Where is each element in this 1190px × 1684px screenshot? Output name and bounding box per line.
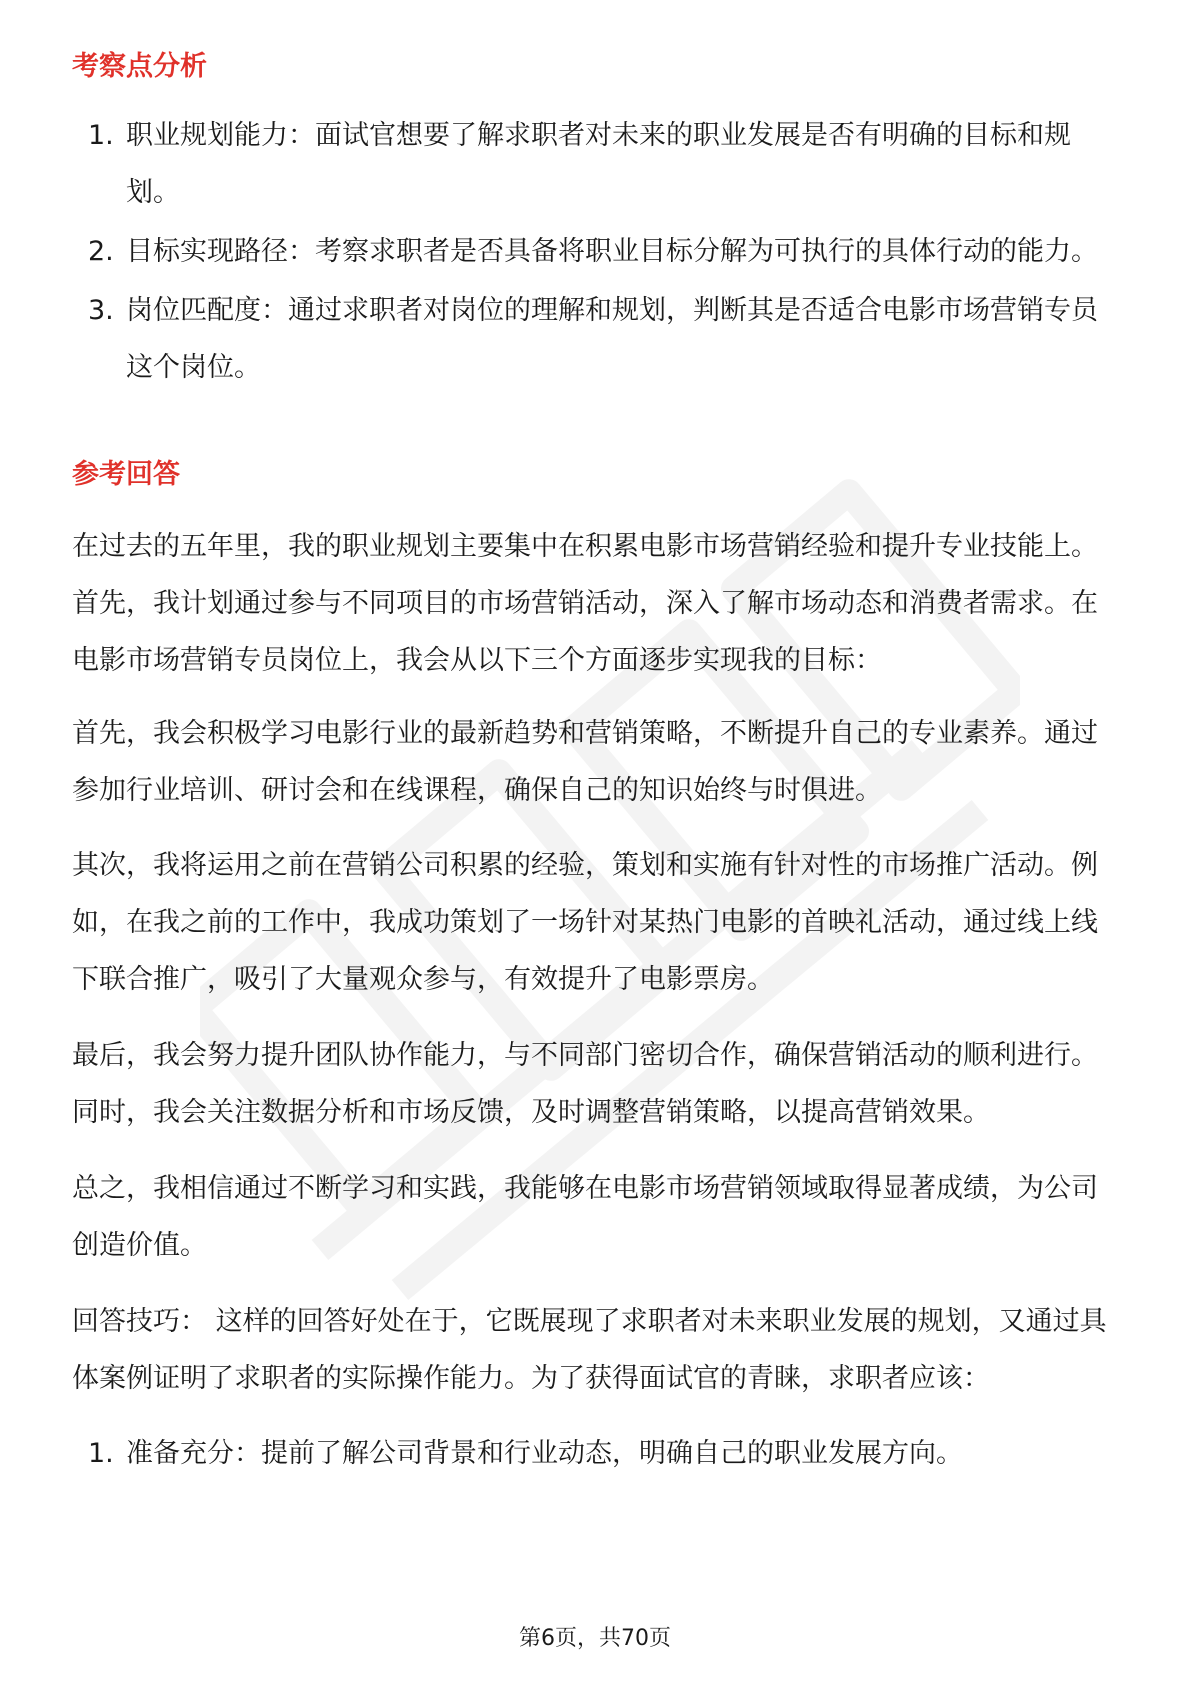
tips-item — [72, 1425, 1122, 1482]
answer-paragraph: 其次，我将运用之前在营销公司积累的经验，策划和实施有针对性的市场推广活动。例如，在我之前的工作中，我成功策划了一场针对某热门电影的首映礼活动，通过线上线下联合推广，吸引了大量观众参与，有效提升了电影票房。 — [72, 850, 1098, 995]
analysis-item — [72, 223, 1122, 280]
analysis-item — [72, 107, 1122, 221]
tips-list — [72, 1425, 1122, 1484]
answer-tips-intro: 回答技巧： 这样的回答好处在于，它既展现了求职者对未来职业发展的规划，又通过具体案例证明了求职者的实际操作能力。为了获得面试官的青睐，求职者应该： — [72, 1306, 1107, 1394]
list-item-text: 岗位匹配度：通过求职者对岗位的理解和规划，判断其是否适合电影市场营销专员这个岗位。 — [126, 295, 1098, 383]
analysis-item — [72, 282, 1122, 396]
section-heading-analysis: 考察点分析 — [72, 51, 207, 82]
page-number-footer: 第6页，共70页 — [519, 1626, 671, 1651]
list-number: 1. — [88, 120, 114, 151]
list-number: 1. — [88, 1438, 114, 1469]
answer-paragraph: 最后，我会努力提升团队协作能力，与不同部门密切合作，确保营销活动的顺利进行。同时，我会关注数据分析和市场反馈，及时调整营销策略，以提高营销效果。 — [72, 1040, 1098, 1128]
analysis-list — [72, 107, 1122, 398]
answer-paragraph: 在过去的五年里，我的职业规划主要集中在积累电影市场营销经验和提升专业技能上。首先，我计划通过参与不同项目的市场营销活动，深入了解市场动态和消费者需求。在电影市场营销专员岗位上，我会从以下三个方面逐步实现我的目标： — [72, 531, 1098, 676]
list-number: 2. — [88, 236, 114, 267]
answer-paragraph: 总之，我相信通过不断学习和实践，我能够在电影市场营销领域取得显著成绩，为公司创造价值。 — [72, 1173, 1098, 1261]
list-number: 3. — [88, 295, 114, 326]
answer-paragraph: 首先，我会积极学习电影行业的最新趋势和营销策略，不断提升自己的专业素养。通过参加行业培训、研讨会和在线课程，确保自己的知识始终与时俱进。 — [72, 718, 1098, 806]
list-item-text: 职业规划能力：面试官想要了解求职者对未来的职业发展是否有明确的目标和规划。 — [126, 120, 1071, 208]
section-heading-answer: 参考回答 — [72, 459, 180, 490]
list-item-text: 准备充分：提前了解公司背景和行业动态，明确自己的职业发展方向。 — [126, 1438, 963, 1469]
list-item-text: 目标实现路径：考察求职者是否具备将职业目标分解为可执行的具体行动的能力。 — [126, 236, 1098, 267]
